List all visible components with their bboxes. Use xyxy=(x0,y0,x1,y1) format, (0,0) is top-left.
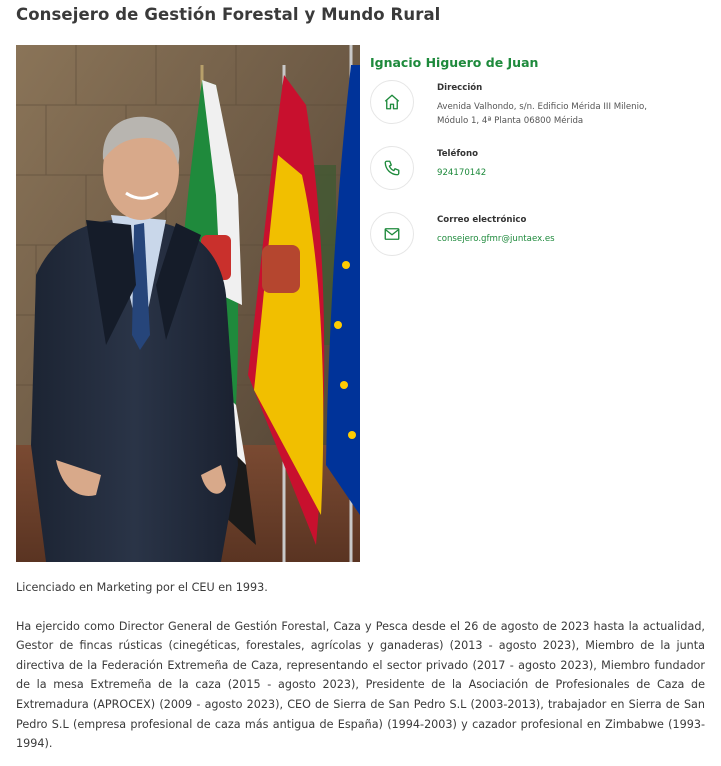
address-value xyxy=(437,100,677,128)
home-icon xyxy=(370,80,414,124)
email-link[interactable]: consejero.gfmr@juntaex.es xyxy=(437,234,555,244)
phone-label: Teléfono xyxy=(437,149,478,159)
contact-email xyxy=(370,212,710,278)
bio-paragraph: Licenciado en Marketing por el CEU en 1993. xyxy=(16,581,268,594)
portrait-photo xyxy=(16,45,360,562)
page-title: Consejero de Gestión Forestal y Mundo Rural xyxy=(16,5,441,24)
address-text: Avenida Valhondo, s/n. Edificio Mérida III Milenio, Módulo 1, 4ª Planta 06800 Mérida xyxy=(437,102,648,126)
biography xyxy=(16,578,705,754)
phone-link[interactable]: 924170142 xyxy=(437,168,487,178)
contact-phone xyxy=(370,146,710,212)
bio-paragraph: Ha ejercido como Director General de Gestión Forestal, Caza y Pesca desde el 26 de agosto de 2023 hasta la actualidad, Gestor de fincas rústicas (cinegéticas, forestales, agrícolas y ganaderas) (2013 - agosto 2023), Miembro de la junta directiva de la Federación Extremeña de Caza, representando el sector privado (2017 - agosto 2023), Miembro fundador de la mesa Extremeña de la caza (2015 - agosto 2023), Presidente de la Asociación de Profesionales de Caza de Extremadura (APROCEX) (2009 - agosto 2023), CEO de Sierra de San Pedro S.L (2003-2013), trabajador en Sierra de San Pedro S.L (empresa profesional de caza más antigua de España) (1994-2003) y cazador profesional en Zimbabwe (1993-1994). xyxy=(16,619,705,751)
mail-icon xyxy=(370,212,414,256)
email-label: Correo electrónico xyxy=(437,215,527,225)
contact-panel xyxy=(370,55,710,278)
person-name: Ignacio Higuero de Juan xyxy=(370,55,539,70)
contact-address xyxy=(370,80,710,146)
phone-icon xyxy=(370,146,414,190)
address-label: Dirección xyxy=(437,83,483,93)
